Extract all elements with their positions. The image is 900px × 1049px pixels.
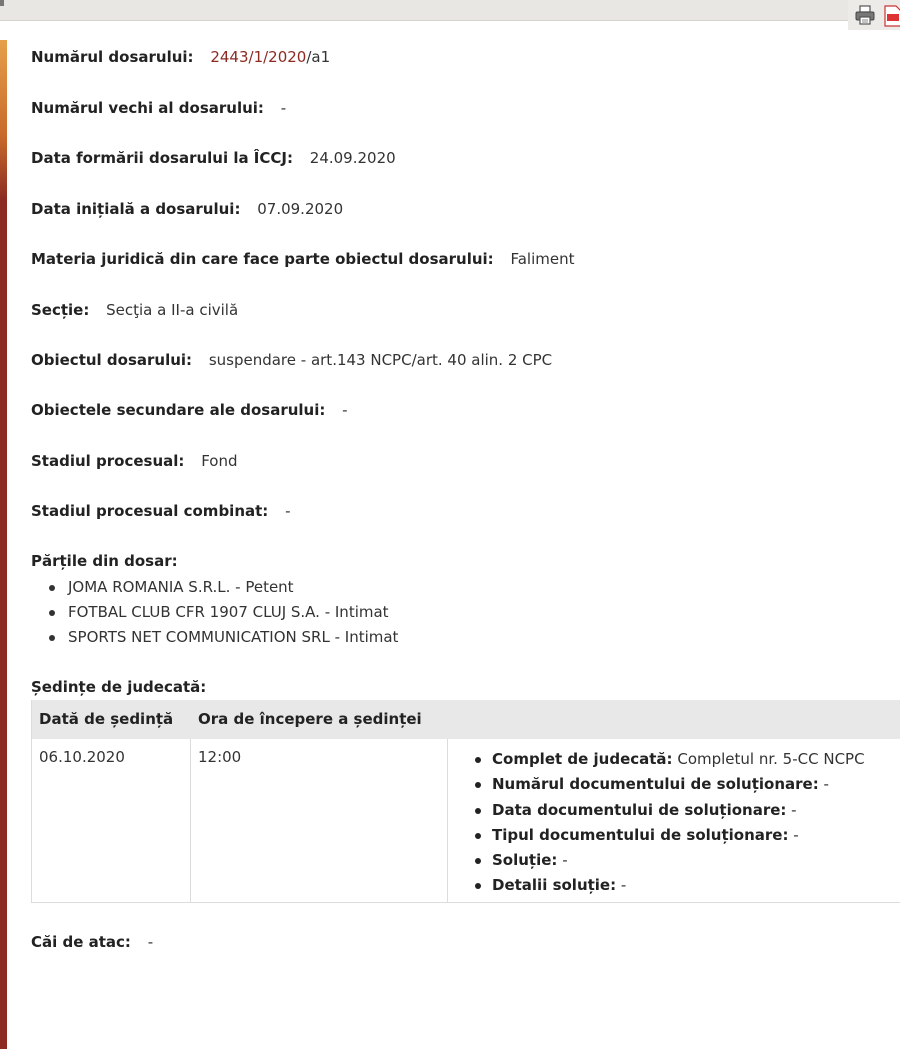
parties-list	[31, 575, 398, 650]
secondary-objects-label: Obiectele secundare ale dosarului:	[31, 401, 326, 419]
section-label: Secție:	[31, 301, 90, 319]
case-number-label: Numărul dosarului:	[31, 48, 194, 66]
parties-title: Părțile din dosar:	[31, 552, 178, 570]
detail-value: -	[620, 876, 627, 895]
combined-stage-label: Stadiul procesual combinat:	[31, 502, 269, 520]
appeals-label: Căi de atac:	[31, 933, 131, 951]
column-divider	[190, 739, 191, 902]
detail-item	[457, 772, 865, 797]
detail-label: Detalii soluție:	[492, 876, 617, 895]
hearing-date: 06.10.2020	[39, 748, 125, 766]
printer-icon[interactable]	[854, 4, 876, 26]
hearing-time: 12:00	[198, 748, 242, 766]
initial-date-value: 07.09.2020	[257, 200, 344, 218]
detail-value: -	[562, 851, 568, 870]
formation-date-value: 24.09.2020	[309, 149, 396, 167]
detail-value: Completul nr. 5-CC NCPC	[677, 750, 865, 768]
formation-date-label: Data formării dosarului la ÎCCJ:	[31, 149, 293, 167]
appeals-value: -	[147, 933, 154, 951]
detail-label: Complet de judecată:	[492, 750, 673, 768]
hearings-title: Ședințe de judecată:	[31, 678, 207, 696]
detail-item	[457, 823, 865, 848]
secondary-objects-value: -	[342, 401, 348, 419]
detail-label: Soluție:	[492, 851, 558, 870]
combined-stage-row	[31, 500, 291, 522]
case-number-link[interactable]: 2443/1/2020	[210, 48, 307, 66]
initial-date-row	[31, 198, 343, 220]
detail-label: Numărul documentului de soluționare:	[492, 775, 819, 794]
detail-value: -	[791, 800, 797, 819]
initial-date-label: Data inițială a dosarului:	[31, 200, 241, 218]
case-number-row	[31, 46, 330, 68]
case-number-value	[210, 48, 330, 66]
legal-matter-label: Materia juridică din care face parte obiectul dosarului:	[31, 250, 494, 268]
procedural-stage-label: Stadiul procesual:	[31, 452, 185, 470]
hearings-table	[31, 700, 900, 903]
procedural-stage-value: Fond	[201, 452, 238, 470]
corner-mark	[0, 0, 4, 6]
legal-matter-row	[31, 248, 574, 270]
detail-label: Tipul documentului de soluționare:	[492, 825, 789, 844]
party-item: SPORTS NET COMMUNICATION SRL - Intimat	[31, 625, 398, 650]
case-number-suffix: /a1	[306, 48, 331, 66]
secondary-objects-row	[31, 399, 348, 421]
object-label: Obiectul dosarului:	[31, 351, 193, 369]
old-number-label: Numărul vechi al dosarului:	[31, 99, 264, 117]
section-value: Secţia a II-a civilă	[106, 301, 239, 319]
object-row	[31, 349, 552, 371]
toolbar	[848, 0, 900, 30]
detail-item	[457, 798, 865, 823]
column-header-date: Dată de ședință	[39, 710, 174, 728]
column-divider	[447, 739, 448, 902]
table-header	[32, 700, 900, 739]
party-item: FOTBAL CLUB CFR 1907 CLUJ S.A. - Intimat	[31, 600, 398, 625]
party-item: JOMA ROMANIA S.R.L. - Petent	[31, 575, 398, 600]
section-row	[31, 299, 238, 321]
detail-label: Data documentului de soluționare:	[492, 800, 787, 819]
old-number-row	[31, 97, 286, 119]
legal-matter-value: Faliment	[510, 250, 575, 268]
detail-value: -	[793, 825, 799, 844]
detail-item	[457, 747, 865, 772]
pdf-icon[interactable]	[884, 5, 900, 27]
formation-date-row	[31, 147, 396, 169]
column-header-time: Ora de începere a ședinței	[198, 710, 422, 728]
left-accent-gradient	[0, 40, 7, 200]
detail-value: -	[823, 775, 829, 794]
procedural-stage-row	[31, 450, 238, 472]
top-bar	[0, 0, 900, 21]
detail-item	[457, 848, 865, 873]
combined-stage-value: -	[285, 502, 291, 520]
old-number-value: -	[280, 99, 287, 117]
detail-item	[457, 873, 865, 898]
hearing-details	[457, 747, 865, 899]
appeals-row	[31, 931, 153, 953]
object-value: suspendare - art.143 NCPC/art. 40 alin. 2 CPC	[208, 351, 553, 369]
